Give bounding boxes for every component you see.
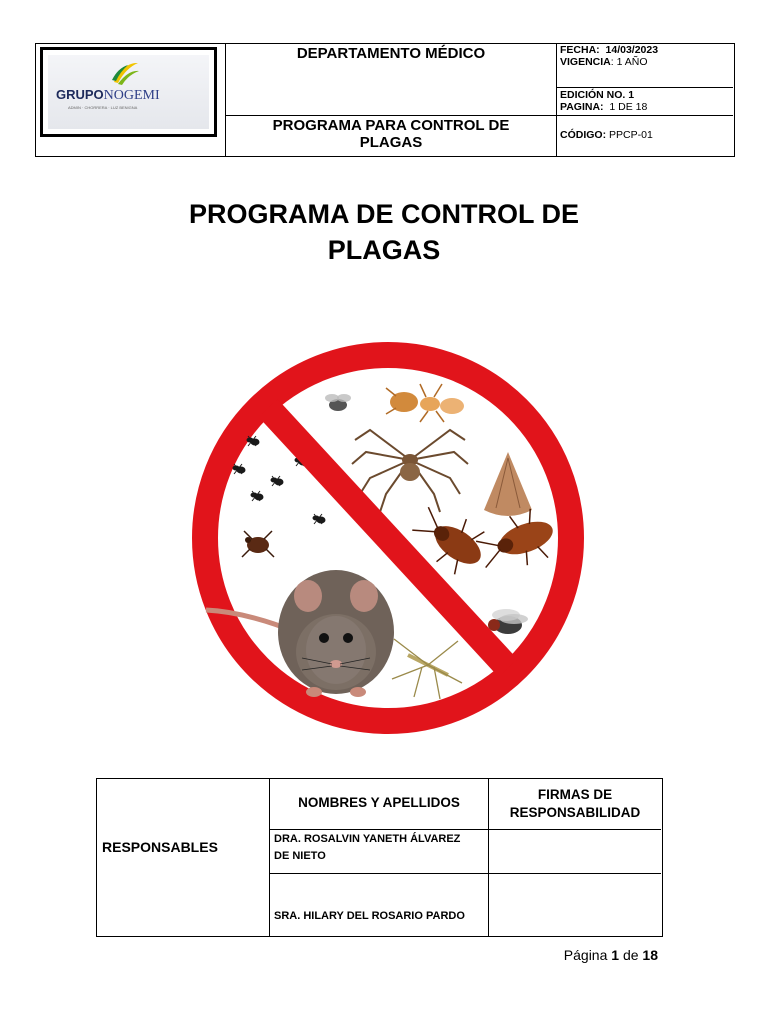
code-cell [560, 129, 653, 141]
page-label: PAGINA: [560, 101, 604, 113]
date-validity-cell [560, 44, 658, 68]
tick-icon [242, 531, 274, 557]
moth-icon [484, 452, 532, 516]
date-label: FECHA: [560, 44, 600, 56]
page-value: 1 DE 18 [609, 101, 648, 113]
mosquito-icon [392, 639, 462, 699]
responsible-name: SRA. HILARY DEL ROSARIO PARDO [274, 910, 465, 922]
banana-leaf-icon [110, 60, 140, 86]
names-column-header: NOMBRES Y APELLIDOS [298, 795, 460, 810]
responsible-name-cont: DE NIETO [274, 850, 326, 862]
edition-page-cell [560, 89, 647, 113]
signatures-column-header: FIRMAS DE RESPONSABILIDAD [509, 787, 641, 820]
page-word: Página [563, 947, 608, 963]
fly-icon [488, 609, 528, 634]
edition-label: EDICIÓN NO. 1 [560, 89, 635, 101]
signature-field[interactable] [489, 830, 661, 873]
company-logo [40, 47, 217, 137]
code-label: CÓDIGO: [560, 129, 607, 141]
signature-field[interactable] [489, 874, 661, 935]
responsible-name: DRA. ROSALVIN YANETH ÁLVAREZ [274, 833, 461, 845]
document-title-line2: PLAGAS [327, 235, 441, 265]
table-row [274, 831, 460, 865]
page-of: de [622, 947, 639, 963]
no-pests-illustration [178, 340, 598, 740]
code-value: PPCP-01 [609, 129, 653, 141]
table-row [274, 910, 465, 922]
validity-label: VIGENCIA [560, 56, 611, 68]
date-value: 14/03/2023 [605, 44, 659, 56]
header-grid [35, 43, 734, 156]
program-title-line2: PLAGAS [359, 134, 423, 151]
program-title [226, 117, 556, 151]
responsables-table [96, 778, 662, 936]
logo-wordmark: GRUPONOGEMI [56, 87, 160, 103]
page-current: 1 [611, 947, 620, 963]
page-footer [564, 947, 658, 963]
fly-icon [325, 394, 351, 411]
document-title [0, 196, 768, 268]
validity-value: : 1 AÑO [610, 56, 648, 68]
document-title-line1: PROGRAMA DE CONTROL DE [188, 199, 579, 229]
logo-subtext: ADMIN · CHORRERA · LUZ BENIGNA [68, 105, 138, 110]
program-title-line1: PROGRAMA PARA CONTROL DE [272, 117, 510, 134]
termite-icon [386, 384, 464, 422]
responsables-label: RESPONSABLES [102, 839, 218, 855]
department-title: DEPARTAMENTO MÉDICO [296, 45, 486, 62]
page-total: 18 [642, 947, 658, 963]
